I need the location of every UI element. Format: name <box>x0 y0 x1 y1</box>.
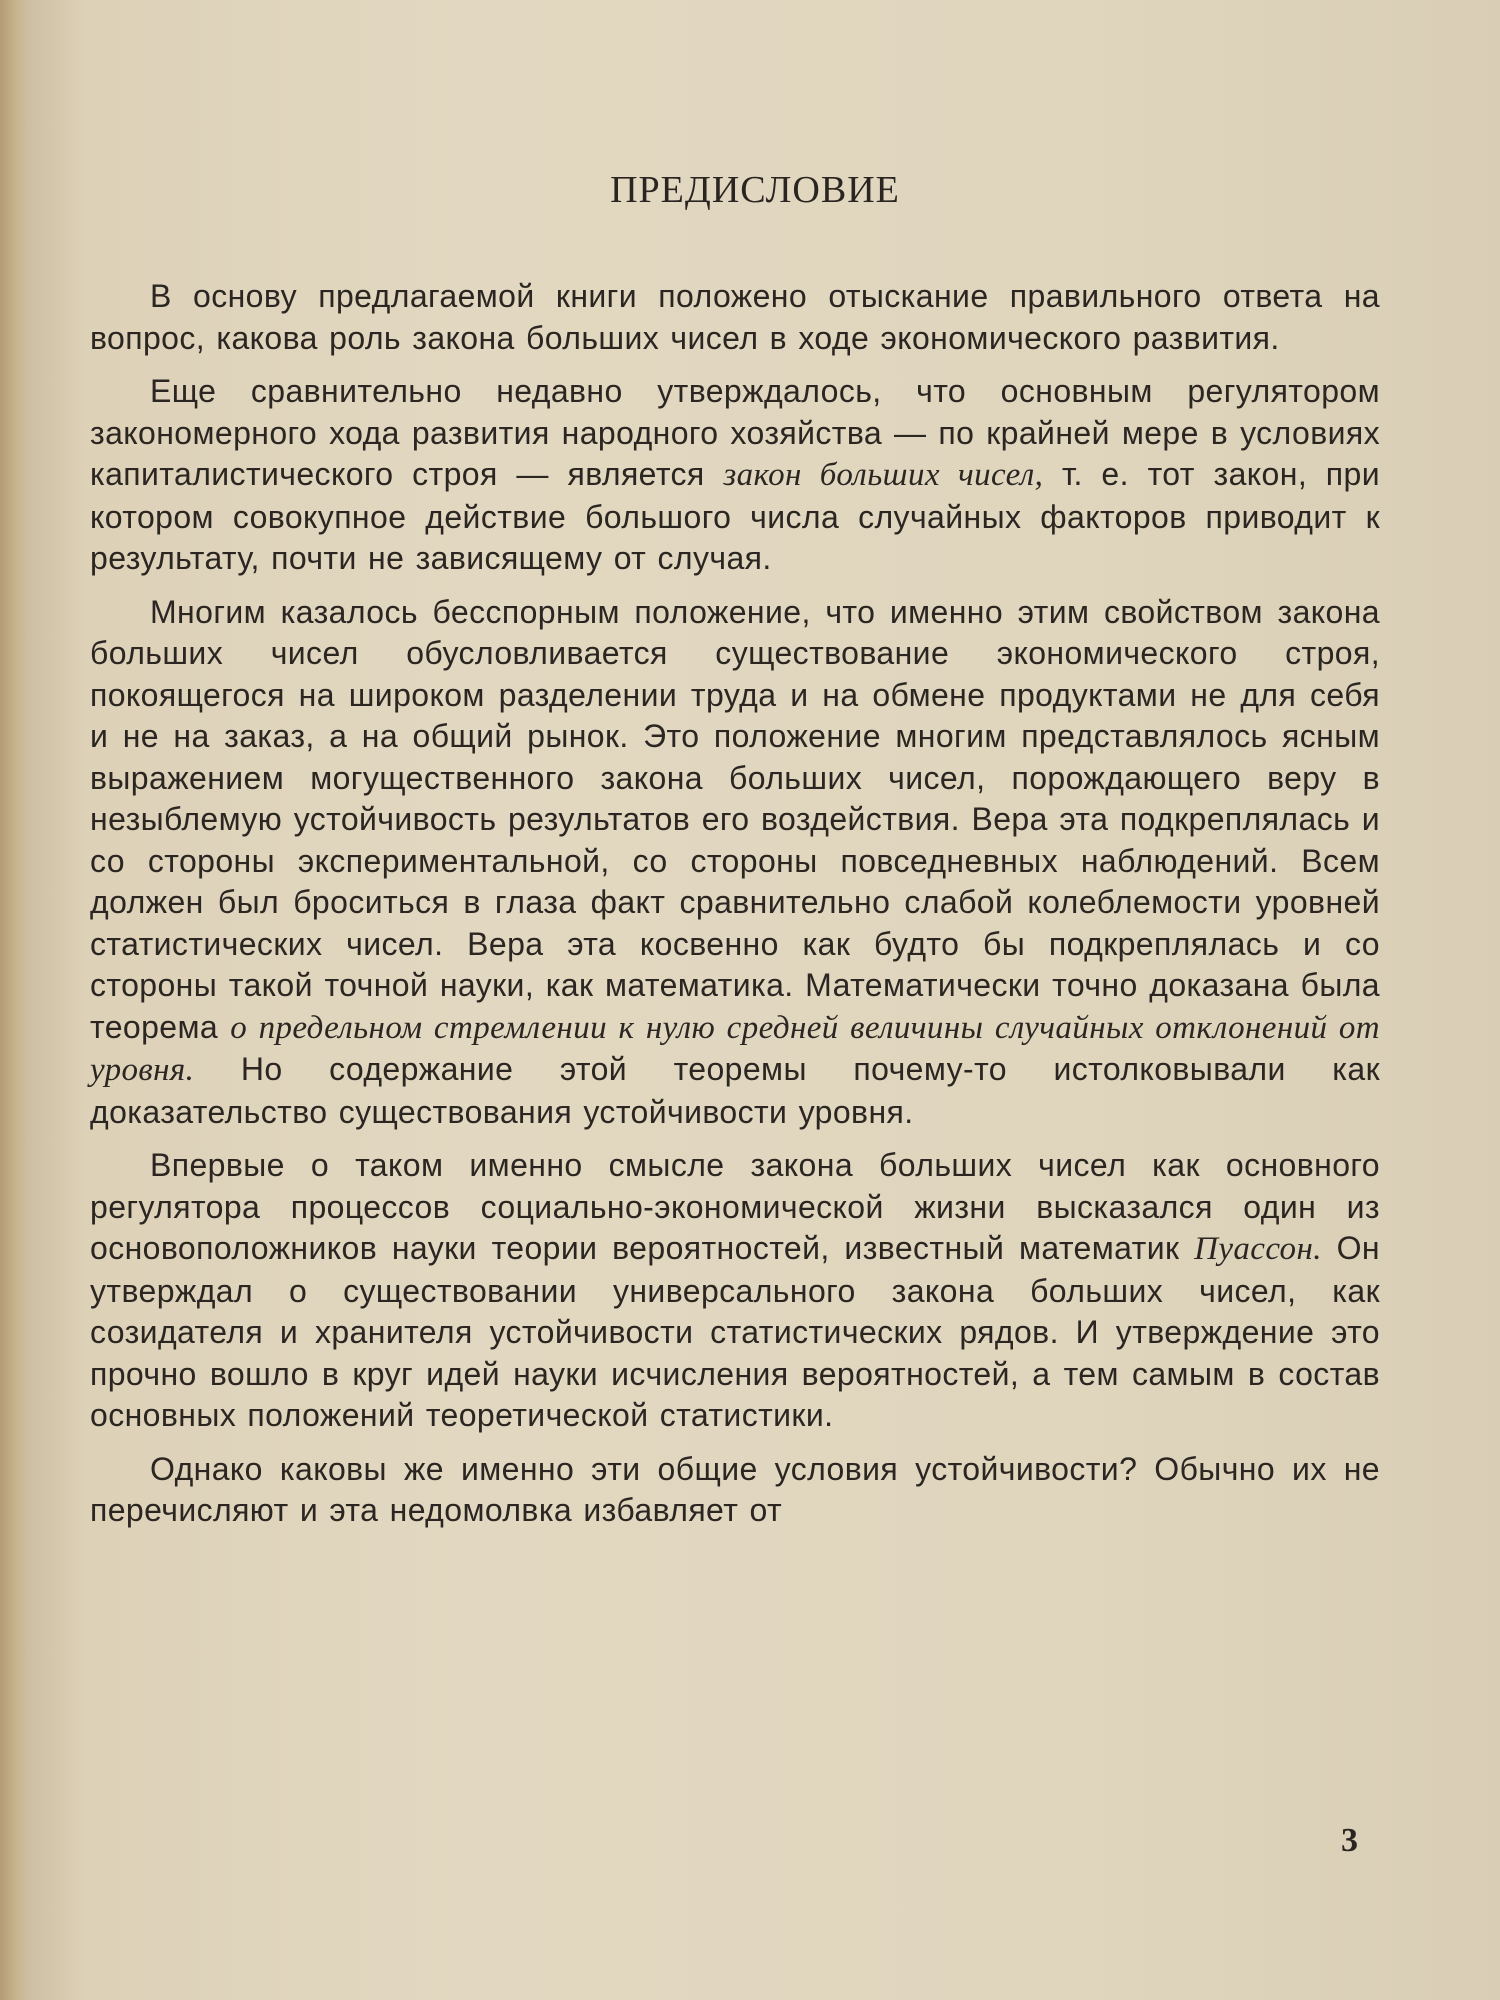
text-run: Многим казалось бесспорным положение, что именно этим свойством закона больших чисел обусловливается существование экономического строя, покоящегося на широком разделении труда и на обмене продуктами не для себя и не на заказ, а на общий рынок. Это положение многим представлялось ясным выражением могущественного закона больших чисел, порождающего веру в незыблемую устойчивость результатов его воздействия. Вера эта подкреплялась и со стороны экспериментальной, со стороны повседневных наблюдений. Всем должен был броситься в глаза факт сравнительно слабой колеблемости уровней статистических чисел. Вера эта косвенно как будто бы подкреплялась и со стороны такой точной науки, как математика. Математически точно доказана была теорема <box>90 593 1380 1045</box>
text-run: Еще сравнительно недавно утверждалось, что основным регулятором закономерного хода развития народного хозяйства — по крайней мере в условиях капиталистического строя — является <box>90 373 1380 492</box>
text-run: Он утверждал о существовании универсального закона больших чисел, как созидателя и хранителя устойчивости статистических рядов. И утверждение это прочно вошло в круг идей науки исчисления вероятностей, а тем самым в состав основных положений теоретической статистики. <box>90 1230 1380 1433</box>
text-run: В основу предлагаемой книги положено отыскание правильного ответа на вопрос, какова роль закона больших чисел в ходе экономического развития. <box>90 278 1380 356</box>
page-content <box>90 168 1380 1544</box>
text-run: т. е. тот закон, при котором совокупное действие большого числа случайных факторов приводит к результату, почти не зависящему от случая. <box>90 456 1380 576</box>
italic-phrase: Пуассон. <box>1194 1231 1322 1267</box>
body-text <box>90 276 1380 1532</box>
italic-phrase: о предельном стремлении к нулю средней величины случайных отклонений от уровня. <box>90 1009 1381 1088</box>
text-run: Впервые о таком именно смысле закона больших чисел как основного регулятора процессов социально-экономической жизни высказался один из основоположников науки теории вероятностей, известный математик <box>90 1147 1380 1266</box>
page-number: 3 <box>1341 1822 1358 1859</box>
italic-phrase: закон больших чисел, <box>723 457 1044 493</box>
page-title: ПРЕДИСЛОВИЕ <box>610 169 900 211</box>
paragraph <box>90 1145 1380 1437</box>
paragraph <box>90 276 1380 359</box>
paragraph <box>90 592 1380 1134</box>
book-page <box>28 0 1500 2000</box>
paragraph <box>90 371 1380 580</box>
book-gutter-edge <box>0 0 28 2000</box>
text-run: Однако каковы же именно эти общие условия устойчивости? Обычно их не перечисляют и эта недомолвка избавляет от <box>90 1450 1380 1528</box>
paragraph <box>90 1449 1380 1532</box>
text-run: Но содержание этой теоремы почему-то истолковывали как доказательство существования устойчивости уровня. <box>90 1051 1380 1130</box>
